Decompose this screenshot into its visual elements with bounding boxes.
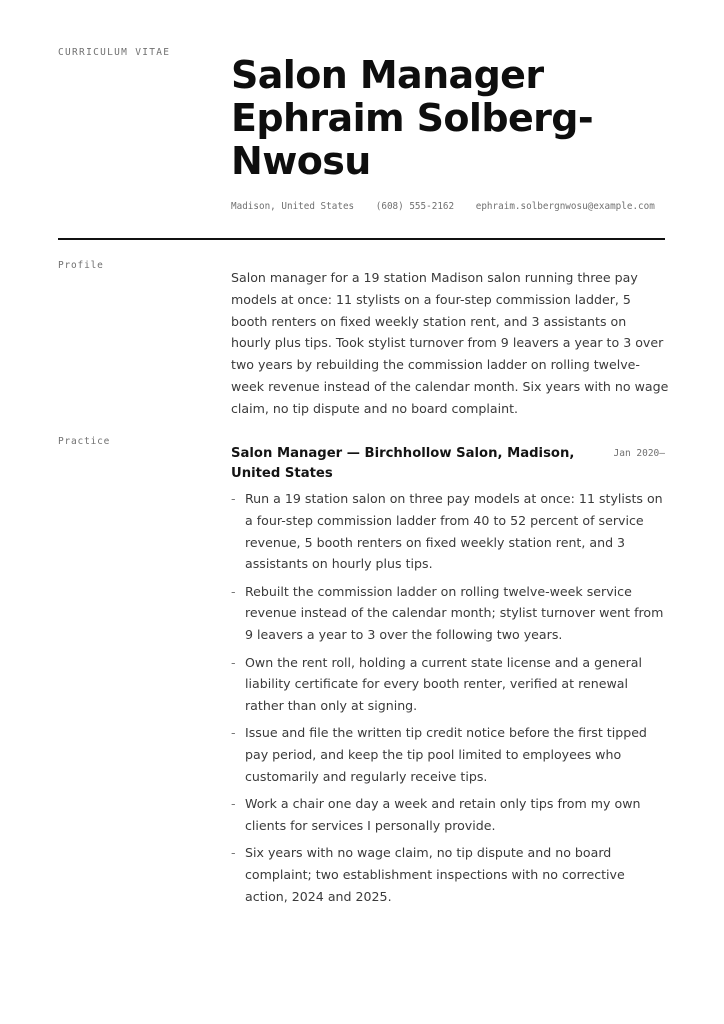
job-bullet-list — [231, 488, 669, 913]
practice-section-label: Practice — [58, 436, 111, 447]
bullet-marker: - — [231, 583, 236, 599]
bullet-marker: - — [231, 654, 236, 670]
bullet-marker: - — [231, 845, 236, 861]
contact-location: Madison, United States — [231, 201, 355, 212]
bullet-text: Work a chair one day a week and retain only tips from my own clients for services I personally provide. — [245, 796, 641, 834]
job-title: Salon Manager — Birchhollow Salon, Madison, United States — [231, 446, 575, 481]
contact-email: ephraim.solbergnwosu@example.com — [475, 201, 655, 212]
list-item — [231, 488, 669, 575]
list-item — [231, 652, 669, 717]
list-item — [231, 722, 669, 787]
header-divider — [58, 238, 665, 240]
list-item — [231, 581, 669, 646]
document-eyebrow: CURRICULUM VITAE — [58, 47, 171, 58]
bullet-marker: - — [231, 491, 236, 506]
list-item — [231, 842, 669, 907]
headline — [231, 54, 671, 183]
bullet-marker: - — [231, 725, 236, 741]
list-item — [231, 793, 669, 837]
profile-section-label: Profile — [58, 260, 104, 271]
bullet-text: Own the rent roll, holding a current state license and a general liability certificate for every booth renter, verified at renewal rather than only at signing. — [245, 654, 643, 714]
bullet-text: Six years with no wage claim, no tip dispute and no board complaint; two establishment inspections with no corrective action, 2024 and 2025. — [245, 845, 625, 905]
headline-line-name-1: Ephraim Solberg- — [231, 96, 594, 140]
bullet-text: Issue and file the written tip credit notice before the first tipped pay period, and keep the tip pool limited to employees who customarily and regularly receive tips. — [245, 725, 647, 785]
bullet-marker: - — [231, 796, 236, 812]
headline-line-name-2: Nwosu — [231, 139, 371, 183]
bullet-text: Rebuilt the commission ladder on rolling twelve-week service revenue instead of the calendar month; stylist turnover went from 9 leavers a year to 3 over the following two years. — [245, 583, 664, 643]
job-date: Jan 2020– — [613, 448, 665, 459]
contact-phone: (608) 555-2162 — [375, 201, 455, 212]
bullet-text: Run a 19 station salon on three pay models at once: 11 stylists on a four-step commission ladder from 40 to 52 percent of service revenue, 5 booth renters on fixed weekly station rent, and 3 assistants on hourly plus tips. — [245, 491, 663, 572]
profile-summary: Salon manager for a 19 station Madison salon running three pay models at once: 11 stylists on a four-step commission ladder, 5 booth renters on fixed weekly station rent, and 3 assistants on hourly plus tips. Took stylist turnover from 9 leavers a year to 3 over two years by rebuilding the commission ladder on rolling twelve-week revenue instead of the calendar month. Six years with no wage claim, no tip dispute and no board complaint. — [231, 270, 669, 416]
headline-line-role: Salon Manager — [231, 53, 544, 97]
contact-line — [231, 201, 671, 212]
